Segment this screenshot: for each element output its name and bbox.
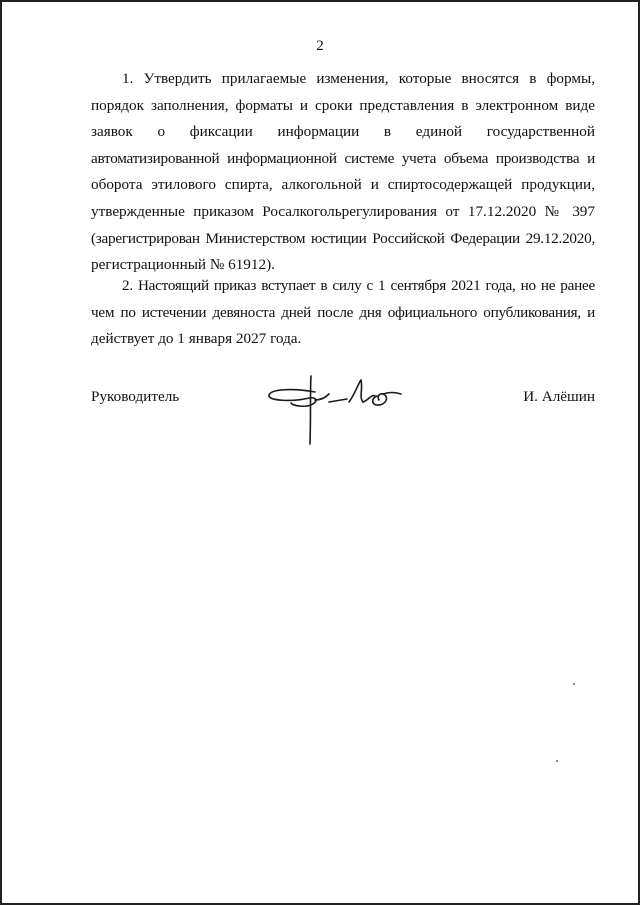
scan-speck	[573, 683, 575, 685]
scan-speck	[556, 760, 558, 762]
paragraph-line: заявок о фиксации информации в единой государственной	[91, 123, 595, 141]
signer-position: Руководитель	[91, 388, 180, 405]
paragraph-line: 1. Утвердить прилагаемые изменения, которые вносятся в формы,	[122, 70, 595, 87]
paragraph-line: оборота этилового спирта, алкогольной и спиртосодержащей продукции,	[91, 176, 595, 194]
paragraph-effective-date	[91, 273, 595, 353]
paragraph-line: утвержденные приказом Росалкогольрегулирования от 17.12.2020 № 397	[91, 202, 595, 220]
paragraph-line: регистрационный № 61912).	[91, 256, 275, 274]
paragraph-line: (зарегистрирован Министерством юстиции Российской Федерации 29.12.2020,	[91, 229, 595, 247]
paragraph-line: действует до 1 января 2027 года.	[91, 330, 302, 348]
paragraph-line: чем по истечении девяноста дней после дня официального опубликования, и	[91, 303, 595, 321]
signer-name: И. Алёшин	[523, 388, 595, 405]
page-number: 2	[316, 38, 324, 54]
signature-block	[91, 388, 595, 458]
paragraph-line: 2. Настоящий приказ вступает в силу с 1 сентября 2021 года, но не ранее	[122, 277, 595, 294]
handwritten-signature	[263, 370, 413, 448]
paragraph-approve-changes	[91, 66, 595, 279]
paragraph-line: порядок заполнения, форматы и сроки представления в электронном виде	[91, 96, 595, 114]
paragraph-line: автоматизированной информационной системе учета объема производства и	[91, 149, 595, 167]
